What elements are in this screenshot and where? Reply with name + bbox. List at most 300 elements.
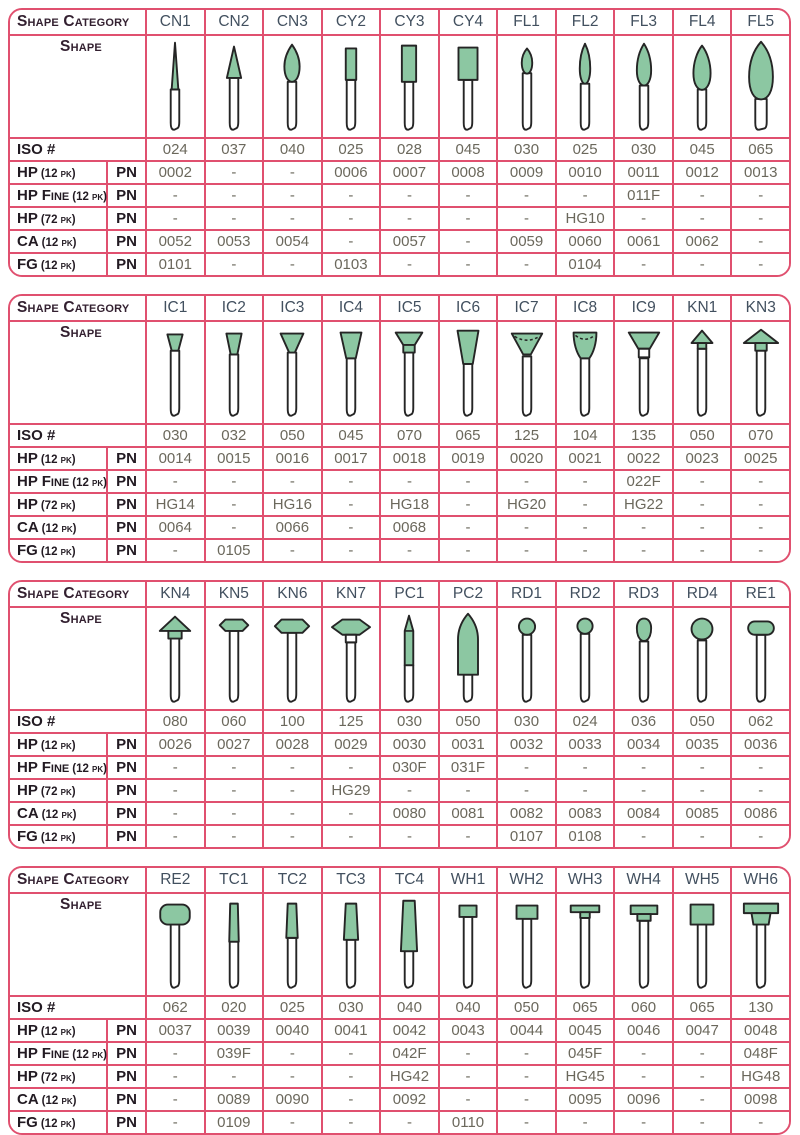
part-number-value: - (582, 542, 588, 559)
column-header-fl3 (615, 10, 674, 34)
part-number-cell (732, 254, 789, 275)
part-number-value: - (348, 759, 354, 776)
part-number-value: - (231, 164, 237, 181)
shape-icon-kn3 (740, 324, 782, 423)
part-number-cell (498, 780, 557, 801)
part-number-value: 0096 (626, 1091, 661, 1108)
part-number-cell (440, 1043, 499, 1064)
part-number-cell (557, 1066, 616, 1087)
iso-value: 050 (455, 713, 481, 730)
iso-value-cell (732, 139, 789, 160)
part-number-value: - (699, 256, 705, 273)
part-number-cell (440, 1089, 499, 1110)
shape-cell-ic8 (557, 322, 616, 423)
shape-icon-ic4 (330, 324, 372, 423)
part-number-cell (323, 1089, 382, 1110)
shape-icon-kn7 (330, 610, 372, 709)
row-label-main: HP (17, 164, 38, 181)
iso-value-cell (732, 997, 789, 1018)
part-number-cell (674, 162, 733, 183)
column-header-label: RE2 (160, 871, 191, 888)
shape-icon-fl1 (506, 38, 548, 137)
shape-cell-rd1 (498, 608, 557, 709)
column-header-label: RD2 (569, 585, 601, 602)
part-number-cell (498, 208, 557, 229)
iso-value: 050 (689, 713, 715, 730)
pn-label: PN (116, 805, 137, 822)
part-number-cell (323, 448, 382, 469)
part-number-cell (557, 448, 616, 469)
part-number-cell (732, 734, 789, 755)
iso-value: 024 (162, 141, 188, 158)
part-number-cell (323, 734, 382, 755)
part-number-cell (206, 208, 265, 229)
part-number-cell (264, 780, 323, 801)
part-number-value: - (348, 805, 354, 822)
part-number-value: - (699, 1114, 705, 1131)
part-number-value: - (465, 1091, 471, 1108)
column-header-label: IC7 (514, 299, 539, 316)
table-header-row (10, 10, 789, 36)
part-number-row (10, 162, 789, 185)
shape-icon-ic5 (388, 324, 430, 423)
part-number-cell (381, 1043, 440, 1064)
shape-cell-ic9 (615, 322, 674, 423)
part-number-cell (615, 162, 674, 183)
row-label (17, 736, 76, 753)
pn-header-cell (108, 1089, 147, 1110)
row-label-sub: (12 pk) (40, 832, 76, 844)
part-number-value: 0028 (275, 736, 310, 753)
shape-icon-ic3 (271, 324, 313, 423)
shape-cell-tc3 (323, 894, 382, 995)
column-header-fl2 (557, 10, 616, 34)
part-number-value: 0043 (451, 1022, 485, 1039)
shape-category-label: Shape Category (17, 13, 130, 30)
row-label-sub: (12 pk) (41, 237, 77, 249)
part-number-value: - (348, 473, 354, 490)
part-number-cell (147, 494, 206, 515)
part-number-cell (264, 471, 323, 492)
shape-cell-ic7 (498, 322, 557, 423)
part-number-value: 0060 (568, 233, 602, 250)
part-number-value: 0053 (217, 233, 251, 250)
shape-icon-ic9 (623, 324, 665, 423)
part-number-cell (147, 254, 206, 275)
part-number-cell (498, 1089, 557, 1110)
part-number-value: - (465, 210, 471, 227)
shape-icon-rd3 (623, 610, 665, 709)
part-number-value: - (699, 187, 705, 204)
part-number-cell (264, 757, 323, 778)
part-number-cell (264, 1020, 323, 1041)
iso-value-cell (615, 139, 674, 160)
part-number-cell (323, 231, 382, 252)
iso-value-cell (615, 425, 674, 446)
part-number-value: 0021 (568, 450, 602, 467)
part-number-value: 0023 (685, 450, 719, 467)
part-number-value: - (758, 496, 764, 513)
shape-cell-kn5 (206, 608, 265, 709)
shape-icon-rd4 (681, 610, 723, 709)
iso-value-cell (615, 711, 674, 732)
row-label-cell (10, 1089, 108, 1110)
shape-icon-tc3 (330, 896, 372, 995)
part-number-value: 0061 (626, 233, 661, 250)
part-number-cell (498, 757, 557, 778)
iso-value-cell (323, 997, 382, 1018)
part-number-cell (147, 1089, 206, 1110)
shape-cell-kn1 (674, 322, 733, 423)
part-number-cell (557, 471, 616, 492)
row-label-cell (10, 517, 108, 538)
column-header-label: WH1 (450, 871, 486, 888)
column-header-label: KN4 (160, 585, 191, 602)
part-number-cell (440, 254, 499, 275)
column-header-cy4 (440, 10, 499, 34)
iso-value: 025 (338, 141, 364, 158)
iso-value-cell (498, 711, 557, 732)
pn-label: PN (116, 1022, 137, 1039)
part-number-value: - (758, 542, 764, 559)
shape-cell-pc2 (440, 608, 499, 709)
shape-icon-cy2 (330, 38, 372, 137)
column-header-label: WH3 (567, 871, 603, 888)
part-number-cell (732, 448, 789, 469)
part-number-cell (557, 494, 616, 515)
part-number-cell (674, 757, 733, 778)
iso-value-cell (147, 997, 206, 1018)
part-number-cell (323, 1043, 382, 1064)
part-number-cell (206, 185, 265, 206)
part-number-value: - (758, 828, 764, 845)
part-number-cell (323, 471, 382, 492)
shape-category-header-cell (10, 10, 147, 34)
part-number-cell (440, 185, 499, 206)
row-label-cell (10, 231, 108, 252)
part-number-value: - (172, 187, 178, 204)
part-number-cell (264, 540, 323, 561)
iso-value-cell (440, 711, 499, 732)
part-number-cell (498, 540, 557, 561)
part-number-value: 0047 (685, 1022, 719, 1039)
part-number-value: 0108 (568, 828, 602, 845)
part-number-cell (732, 1112, 789, 1133)
part-number-value: 0080 (392, 805, 427, 822)
part-number-cell (323, 1112, 382, 1133)
shape-cell-cy2 (323, 36, 382, 137)
shape-category-label: Shape Category (17, 871, 130, 888)
part-number-value: - (641, 542, 647, 559)
part-number-cell (674, 1066, 733, 1087)
shape-cell-rd2 (557, 608, 616, 709)
part-number-cell (615, 826, 674, 847)
part-number-value: - (524, 210, 530, 227)
part-number-value: - (348, 828, 354, 845)
part-number-value: - (524, 473, 530, 490)
row-label-cell (10, 1020, 108, 1041)
part-number-value: - (231, 496, 237, 513)
part-number-value: 0012 (685, 164, 719, 181)
shape-icon-wh1 (447, 896, 489, 995)
column-header-wh6 (732, 868, 789, 892)
part-number-cell (557, 780, 616, 801)
part-number-cell (440, 494, 499, 515)
part-number-value: - (524, 1114, 530, 1131)
iso-value: 104 (572, 427, 598, 444)
column-header-ic2 (206, 296, 265, 320)
column-header-label: TC2 (277, 871, 308, 888)
part-number-value: 048F (743, 1045, 778, 1062)
pn-header-cell (108, 1066, 147, 1087)
part-number-value: - (582, 496, 588, 513)
part-number-value: - (465, 256, 471, 273)
part-number-value: 0089 (217, 1091, 251, 1108)
iso-value-cell (440, 425, 499, 446)
iso-value: 045 (455, 141, 481, 158)
part-number-cell (615, 517, 674, 538)
part-number-cell (147, 1020, 206, 1041)
shape-icon-ic8 (564, 324, 606, 423)
part-number-cell (206, 517, 265, 538)
column-header-cy2 (323, 10, 382, 34)
part-number-value: - (465, 1068, 471, 1085)
column-header-ic8 (557, 296, 616, 320)
part-number-cell (323, 185, 382, 206)
part-number-cell (323, 517, 382, 538)
part-number-row (10, 448, 789, 471)
part-number-value: - (758, 519, 764, 536)
part-number-value: - (289, 187, 295, 204)
pn-label: PN (116, 519, 137, 536)
shape-cell-ic6 (440, 322, 499, 423)
part-number-cell (381, 1066, 440, 1087)
row-label-cell (10, 162, 108, 183)
part-number-cell (732, 494, 789, 515)
part-number-value: 0029 (334, 736, 368, 753)
part-number-value: - (465, 233, 471, 250)
part-number-value: - (641, 782, 647, 799)
pn-header-cell (108, 208, 147, 229)
shape-icon-ic7 (506, 324, 548, 423)
part-number-row (10, 757, 789, 780)
iso-value: 024 (572, 713, 598, 730)
column-header-label: CY4 (452, 13, 484, 30)
pn-header-cell (108, 517, 147, 538)
shape-icon-wh6 (740, 896, 782, 995)
row-label (17, 805, 76, 822)
part-number-value: - (641, 759, 647, 776)
part-number-cell (615, 1112, 674, 1133)
shape-icon-kn5 (213, 610, 255, 709)
table-header-row (10, 868, 789, 894)
iso-value: 125 (338, 713, 364, 730)
part-number-value: 0037 (158, 1022, 192, 1039)
part-number-cell (206, 1112, 265, 1133)
iso-label-cell (10, 997, 147, 1018)
shape-icon-rd1 (506, 610, 548, 709)
column-header-cn1 (147, 10, 206, 34)
shape-icon-rd2 (564, 610, 606, 709)
part-number-cell (264, 254, 323, 275)
part-number-value: - (348, 542, 354, 559)
part-number-cell (615, 494, 674, 515)
iso-number-row (10, 425, 789, 448)
iso-value: 135 (631, 427, 657, 444)
shape-row-label: Shape (60, 896, 102, 913)
iso-value: 028 (396, 141, 422, 158)
part-number-cell (264, 231, 323, 252)
row-label-cell (10, 1043, 108, 1064)
column-header-label: WH2 (509, 871, 544, 888)
column-header-wh1 (440, 868, 499, 892)
part-number-cell (206, 803, 265, 824)
pn-header-cell (108, 1020, 147, 1041)
iso-value-cell (498, 997, 557, 1018)
shape-icon-ic6 (447, 324, 489, 423)
part-number-cell (615, 231, 674, 252)
part-number-value: - (465, 496, 471, 513)
row-label-cell (10, 208, 108, 229)
part-number-cell (498, 1043, 557, 1064)
part-number-value: - (699, 1068, 705, 1085)
part-number-value: 0002 (158, 164, 192, 181)
iso-value-cell (264, 997, 323, 1018)
part-number-cell (557, 826, 616, 847)
iso-value-cell (323, 425, 382, 446)
shape-cell-ic5 (381, 322, 440, 423)
pn-header-cell (108, 826, 147, 847)
iso-number-row (10, 711, 789, 734)
row-label (17, 542, 76, 559)
part-number-value: - (289, 805, 295, 822)
column-header-fl1 (498, 10, 557, 34)
row-label-sub: (12 pk) (41, 1095, 77, 1107)
part-number-value: - (758, 473, 764, 490)
part-number-cell (674, 231, 733, 252)
part-number-cell (206, 162, 265, 183)
part-number-cell (264, 448, 323, 469)
part-number-cell (557, 757, 616, 778)
column-header-fl4 (674, 10, 733, 34)
part-number-cell (732, 185, 789, 206)
part-number-value: - (231, 805, 237, 822)
iso-value-cell (440, 997, 499, 1018)
pn-header-cell (108, 757, 147, 778)
row-label-main: FG (17, 1114, 38, 1131)
pn-label: PN (116, 1068, 137, 1085)
part-number-cell (615, 734, 674, 755)
part-number-value: - (231, 256, 237, 273)
iso-value-cell (264, 139, 323, 160)
iso-value: 065 (455, 427, 481, 444)
part-number-value: - (582, 519, 588, 536)
iso-value: 130 (748, 999, 774, 1016)
row-label-main: HP (17, 210, 38, 227)
column-header-label: CN3 (276, 13, 308, 30)
shape-icon-tc4 (388, 896, 430, 995)
part-number-value: 0018 (392, 450, 427, 467)
iso-value: 025 (279, 999, 305, 1016)
iso-value: 060 (631, 999, 657, 1016)
shape-cell-rd4 (674, 608, 733, 709)
part-number-cell (147, 162, 206, 183)
iso-value-cell (264, 711, 323, 732)
part-number-cell (381, 780, 440, 801)
part-number-value: 0027 (217, 736, 251, 753)
shape-cell-ic4 (323, 322, 382, 423)
iso-value-cell (732, 711, 789, 732)
part-number-value: - (348, 496, 354, 513)
part-number-value: - (524, 542, 530, 559)
part-number-cell (323, 494, 382, 515)
part-number-cell (323, 162, 382, 183)
part-number-cell (674, 448, 733, 469)
part-number-cell (557, 1043, 616, 1064)
part-number-value: 0030 (392, 736, 427, 753)
iso-value: 040 (455, 999, 481, 1016)
column-header-label: TC3 (336, 871, 366, 888)
shape-icon-ic1 (154, 324, 196, 423)
column-header-label: KN5 (218, 585, 249, 602)
shape-cell-kn6 (264, 608, 323, 709)
column-header-label: RD1 (511, 585, 543, 602)
shape-cell-kn7 (323, 608, 382, 709)
row-label-sub: (72 pk) (40, 500, 76, 512)
part-number-value: - (289, 1068, 295, 1085)
part-number-value: - (699, 496, 705, 513)
part-number-cell (206, 1043, 265, 1064)
part-number-cell (615, 803, 674, 824)
part-number-value: 0016 (275, 450, 310, 467)
part-number-value: - (465, 542, 471, 559)
pn-label: PN (116, 496, 137, 513)
row-label-sub: (12 pk) (72, 1049, 107, 1061)
iso-value-cell (557, 425, 616, 446)
part-number-cell (732, 1020, 789, 1041)
column-header-label: WH6 (743, 871, 778, 888)
pn-header-cell (108, 1043, 147, 1064)
part-number-row (10, 494, 789, 517)
shape-row-label: Shape (60, 610, 102, 627)
column-header-wh4 (615, 868, 674, 892)
part-number-value: - (348, 1091, 354, 1108)
shape-icon-cn3 (271, 38, 313, 137)
part-number-cell (732, 1089, 789, 1110)
iso-value-cell (557, 997, 616, 1018)
column-header-label: KN1 (687, 299, 718, 316)
pn-label: PN (116, 542, 137, 559)
shape-table (8, 294, 791, 563)
row-label-main: HP (17, 782, 38, 799)
part-number-cell (147, 208, 206, 229)
iso-value: 062 (162, 999, 188, 1016)
part-number-cell (615, 185, 674, 206)
pn-header-cell (108, 540, 147, 561)
part-number-cell (206, 780, 265, 801)
part-number-cell (206, 540, 265, 561)
part-number-row (10, 780, 789, 803)
iso-value: 030 (162, 427, 188, 444)
iso-value-cell (498, 425, 557, 446)
row-label-main: CA (17, 1091, 39, 1108)
iso-value-cell (206, 997, 265, 1018)
column-header-ic9 (615, 296, 674, 320)
part-number-cell (206, 254, 265, 275)
shape-category-header-cell (10, 868, 147, 892)
column-header-ic6 (440, 296, 499, 320)
part-number-value: 0083 (568, 805, 602, 822)
